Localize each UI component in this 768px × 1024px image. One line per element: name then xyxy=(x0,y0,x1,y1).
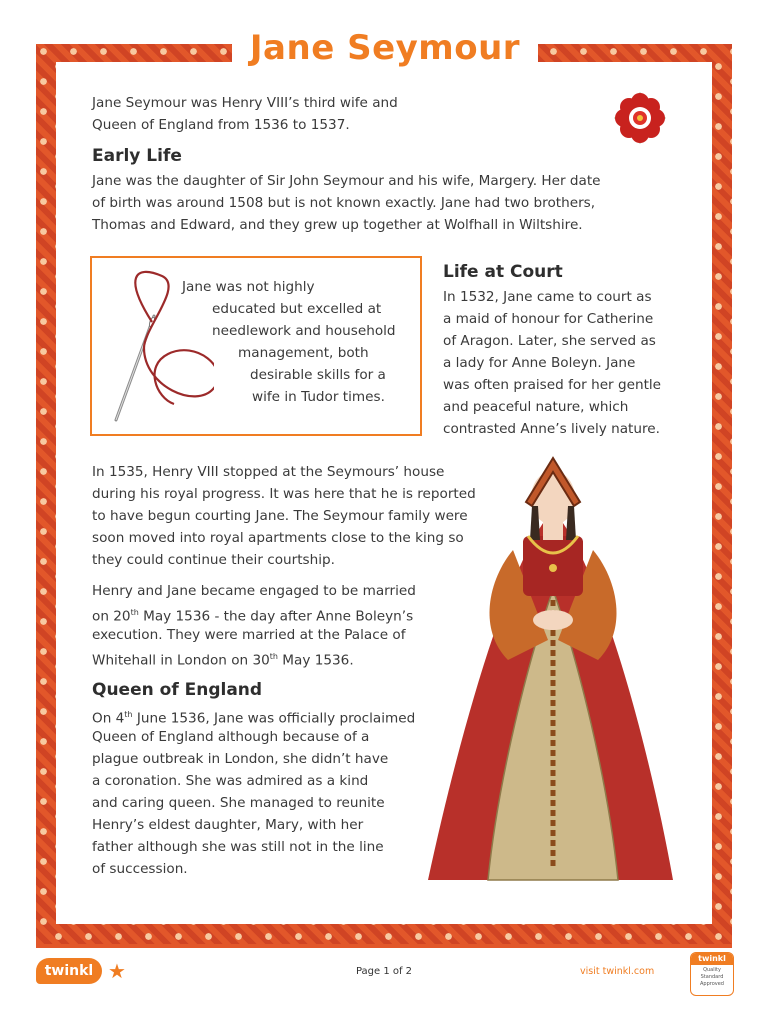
early-life-line-3: Thomas and Edward, and they grew up together at Wolfhall in Wiltshire. xyxy=(92,217,583,233)
fact-box-line-4: management, both xyxy=(238,345,369,361)
visit-website-link[interactable]: visit twinkl.com xyxy=(580,966,655,977)
life-at-court-heading: Life at Court xyxy=(443,262,563,282)
queen-line-3: plague outbreak in London, she didn’t have xyxy=(92,751,389,767)
early-life-heading: Early Life xyxy=(92,146,182,166)
queen-line-6: Henry’s eldest daughter, Mary, with her xyxy=(92,817,364,833)
queen-line-5: and caring queen. She managed to reunite xyxy=(92,795,385,811)
queen-line-8: of succession. xyxy=(92,861,188,877)
courtship-line-4: soon moved into royal apartments close to the king so xyxy=(92,530,464,546)
page-title: Jane Seymour xyxy=(249,28,521,68)
marriage-line-3: execution. They were married at the Palace of xyxy=(92,627,406,643)
fact-box-line-3: needlework and household xyxy=(212,323,396,339)
court-line-6: and peaceful nature, which xyxy=(443,399,629,415)
queen-of-england-heading: Queen of England xyxy=(92,680,263,700)
courtship-line-3: to have begun courting Jane. The Seymour family were xyxy=(92,508,468,524)
intro-line-1: Jane Seymour was Henry VIII’s third wife and xyxy=(92,95,398,111)
court-line-4: a lady for Anne Boleyn. Jane xyxy=(443,355,636,371)
court-line-7: contrasted Anne’s lively nature. xyxy=(443,421,660,437)
footer-divider xyxy=(36,944,732,948)
queen-line-2: Queen of England although because of a xyxy=(92,729,370,745)
marriage-line-2: on 20th May 1536 - the day after Anne Boleyn’s xyxy=(92,608,414,625)
quality-badge xyxy=(690,952,734,996)
early-life-line-1: Jane was the daughter of Sir John Seymour and his wife, Margery. Her date xyxy=(92,173,601,189)
marriage-line-4: Whitehall in London on 30th May 1536. xyxy=(92,652,354,669)
courtship-line-5: they could continue their courtship. xyxy=(92,552,335,568)
marriage-line-1: Henry and Jane became engaged to be married xyxy=(92,583,416,599)
courtship-line-2: during his royal progress. It was here that he is reported xyxy=(92,486,476,502)
queen-line-7: father although she was still not in the line xyxy=(92,839,384,855)
court-line-1: In 1532, Jane came to court as xyxy=(443,289,652,305)
badge-subtitle: Quality Standard Approved xyxy=(700,967,724,987)
fact-box-line-5: desirable skills for a xyxy=(250,367,386,383)
fact-box-line-1: Jane was not highly xyxy=(182,279,315,295)
fact-box-line-6: wife in Tudor times. xyxy=(252,389,385,405)
jane-seymour-portrait xyxy=(418,440,688,900)
court-line-3: of Aragon. Later, she served as xyxy=(443,333,656,349)
early-life-line-2: of birth was around 1508 but is not known exactly. Jane had two brothers, xyxy=(92,195,596,211)
star-icon: ★ xyxy=(108,959,126,983)
queen-line-1: On 4th June 1536, Jane was officially proclaimed xyxy=(92,710,416,727)
badge-title: twinkl xyxy=(691,953,733,965)
queen-line-4: a coronation. She was admired as a kind xyxy=(92,773,369,789)
twinkl-logo[interactable]: twinkl xyxy=(36,958,102,984)
page-number: Page 1 of 2 xyxy=(355,966,413,977)
intro-line-2: Queen of England from 1536 to 1537. xyxy=(92,117,350,133)
courtship-line-1: In 1535, Henry VIII stopped at the Seymours’ house xyxy=(92,464,445,480)
tudor-rose-icon xyxy=(612,90,668,146)
fact-box-line-2: educated but excelled at xyxy=(212,301,382,317)
court-line-2: a maid of honour for Catherine xyxy=(443,311,654,327)
court-line-5: was often praised for her gentle xyxy=(443,377,662,393)
